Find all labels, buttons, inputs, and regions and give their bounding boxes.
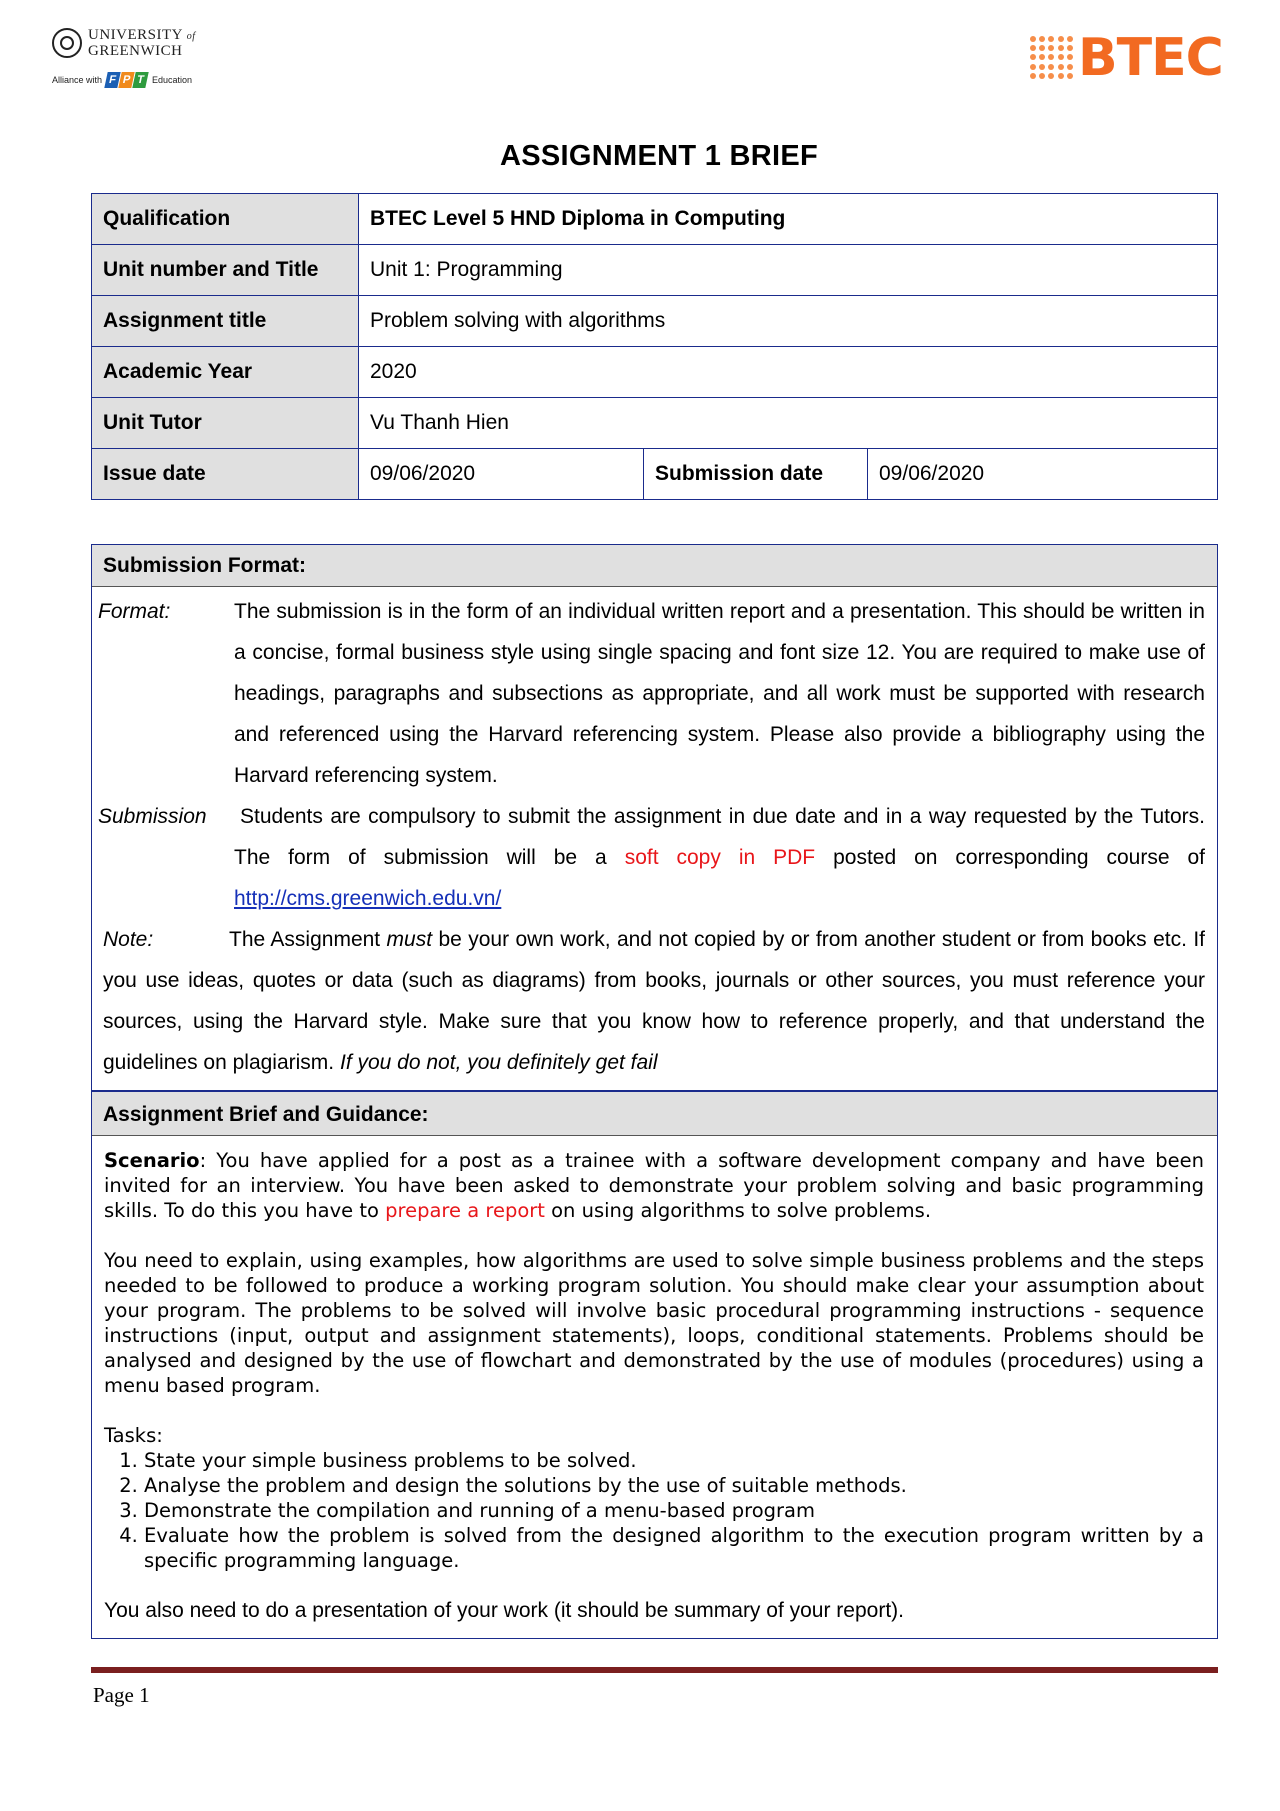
list-item: 1. State your simple business problems to be solved. [144, 1448, 1204, 1473]
scenario-paragraph: Scenario: You have applied for a post as a trainee with a software development company and have been invited for an interview. You have been asked to demonstrate your problem solving and basic programming skills. To do this you have to prepare a report on using algorithms to solve problems. [104, 1149, 1204, 1222]
scenario-label: Scenario [104, 1149, 200, 1172]
university-of-greenwich-logo: UNIVERSITY of GREENWICH Alliance with F P T Education [52, 28, 222, 103]
format-text: The submission is in the form of an individual written report and a presentation. This should be written in a concise, formal business style using single spacing and font size 12. You are required to make use of headings, paragraphs and subsections as appropriate, and all work must be supported with research and referenced using the Harvard referencing system. Please also provide a bibliography using the Harvard referencing system. [234, 600, 1205, 787]
presentation-paragraph: You also need to do a presentation of your work (it should be summary of your report). [104, 1599, 904, 1622]
academic-year-label: Academic Year [92, 347, 359, 398]
assignment-title-label: Assignment title [92, 296, 359, 347]
issue-date-label: Issue date [92, 449, 359, 500]
academic-year-value: 2020 [359, 347, 1218, 398]
btec-dots-icon [1030, 36, 1074, 80]
table-row [92, 245, 1218, 296]
unit-tutor-label: Unit Tutor [92, 398, 359, 449]
assignment-info-table [91, 193, 1218, 500]
fpt-logo-icon: F P T [106, 72, 148, 88]
submission-format-section [91, 544, 1218, 1091]
footer-divider [91, 1667, 1218, 1673]
fpt-alliance: Alliance with F P T Education [52, 74, 193, 86]
submission-format-heading: Submission Format: [92, 545, 1217, 587]
tasks-label: Tasks: [104, 1424, 163, 1447]
guidance-heading: Assignment Brief and Guidance: [92, 1091, 1217, 1136]
greenwich-crest-icon [52, 28, 82, 58]
cms-link[interactable]: http://cms.greenwich.edu.vn/ [234, 887, 502, 910]
prepare-report-highlight: prepare a report [385, 1199, 545, 1222]
list-item: 2. Analyse the problem and design the solutions by the use of suitable methods. [144, 1473, 1204, 1498]
plagiarism-warning: If you do not, you definitely get fail [339, 1051, 658, 1074]
submission-row: Submission Students are compulsory to submit the assignment in due date and in a way requested by the Tutors. The form of submission will be a soft copy in PDF posted on corresponding course of http://cms.greenwich.edu.vn/ [92, 796, 1217, 919]
soft-copy-highlight: soft copy in PDF [624, 846, 816, 869]
explanation-paragraph: You need to explain, using examples, how algorithms are used to solve simple business problems and the steps needed to be followed to produce a working program solution. You should make clear your assumption about your program. The problems to be solved will involve basic procedural programming instructions - sequence instructions (input, output and assignment statements), loops, conditional statements. Problems should be analysed and designed by the use of flowchart and demonstrated by the use of modules (procedures) using a menu based program. [104, 1249, 1204, 1397]
note-paragraph: Note: The Assignment must be your own work, and not copied by or from another student or from books etc. If you use ideas, quotes or data (such as diagrams) from books, journals or other sources, you must reference your sources, using the Harvard style. Make sure that you know how to reference properly, and that understand the guidelines on plagiarism. If you do not, you definitely get fail [92, 919, 1217, 1083]
qualification-value: BTEC Level 5 HND Diploma in Computing [359, 194, 1218, 245]
tasks-list [104, 1448, 1204, 1573]
list-item: 4. Evaluate how the problem is solved from the designed algorithm to the execution program written by a specific programming language. [144, 1523, 1204, 1573]
submission-date-value: 09/06/2020 [868, 449, 1218, 500]
assignment-guidance-section [91, 1091, 1218, 1639]
page-number: Page 1 [93, 1683, 150, 1707]
qualification-label: Qualification [92, 194, 359, 245]
format-label: Format: [98, 600, 171, 623]
page-title: ASSIGNMENT 1 BRIEF [500, 140, 818, 172]
unit-tutor-value: Vu Thanh Hien [359, 398, 1218, 449]
submission-date-label: Submission date [644, 449, 868, 500]
submission-label: Submission [98, 805, 207, 828]
table-row [92, 194, 1218, 245]
assignment-title-value: Problem solving with algorithms [359, 296, 1218, 347]
list-item: 3. Demonstrate the compilation and running of a menu-based program [144, 1498, 1204, 1523]
unit-label: Unit number and Title [92, 245, 359, 296]
note-label: Note: [103, 928, 154, 951]
btec-logo: BTEC [1030, 28, 1240, 88]
issue-date-value: 09/06/2020 [359, 449, 644, 500]
unit-value: Unit 1: Programming [359, 245, 1218, 296]
format-row [92, 591, 1217, 796]
table-row [92, 347, 1218, 398]
table-row [92, 398, 1218, 449]
table-row [92, 296, 1218, 347]
table-row [92, 449, 1218, 500]
